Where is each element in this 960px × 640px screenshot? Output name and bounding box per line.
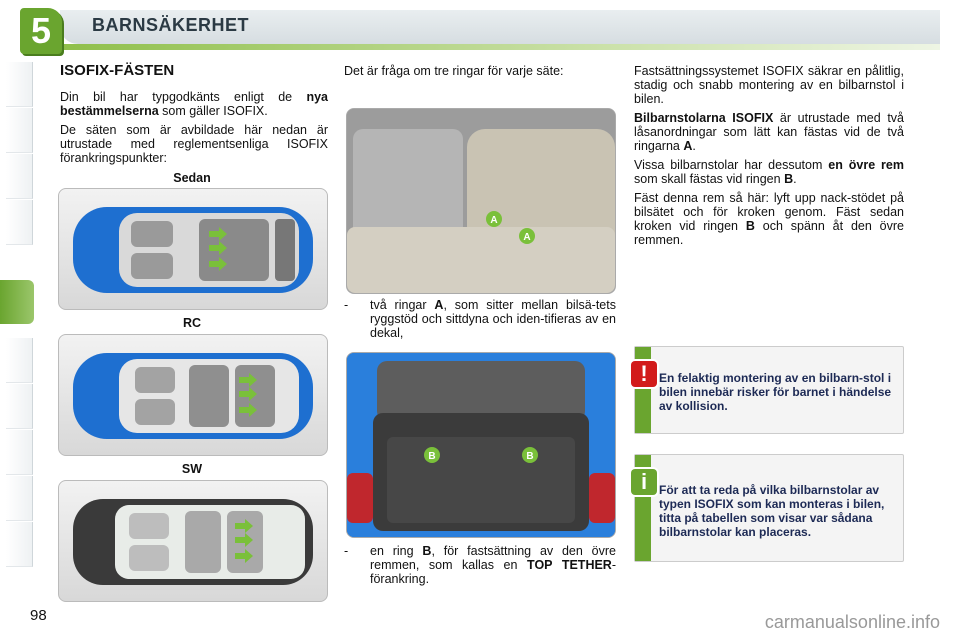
text: . — [793, 172, 797, 186]
bullet-text — [370, 544, 616, 586]
column-right — [634, 64, 904, 252]
text-bold: Bilbarnstolarna ISOFIX — [634, 111, 774, 125]
note-accent-strip — [635, 347, 651, 433]
text: , som sitter mellan bilsä-tets ryggstöd och sittdyna och iden-tifieras av en dekal, — [370, 298, 616, 340]
side-tab[interactable] — [6, 476, 33, 521]
warning-note — [634, 346, 904, 434]
bullet-dash: - — [344, 544, 349, 558]
chapter-side-tabs — [0, 62, 34, 582]
text-bold: TOP TETHER — [527, 558, 612, 572]
rear-seat-illustration — [347, 109, 615, 293]
text-bold: A — [683, 139, 693, 153]
side-tab[interactable] — [6, 200, 33, 245]
trunk-illustration — [347, 353, 615, 537]
text: är utrustade med två låsanordningar som lätt kan fästas vid de två ringarna — [634, 111, 904, 153]
column-middle — [344, 64, 616, 83]
ring-a-label: A — [523, 232, 531, 243]
text: . — [692, 139, 696, 153]
bullet-ring-b — [344, 544, 616, 586]
side-tab[interactable] — [6, 154, 33, 199]
header-accent-line — [60, 44, 940, 50]
text-bold: en övre rem — [828, 158, 904, 172]
paragraph-rings-intro: Det är fråga om tre ringar för varje säte: — [344, 64, 564, 78]
paragraph-intro — [60, 90, 328, 118]
page-header — [0, 0, 960, 58]
text: Vissa bilbarnstolar har dessutom — [634, 158, 829, 172]
text-bold: A — [434, 298, 444, 312]
car-topview-rc-illustration — [59, 335, 327, 455]
paragraph-isofix-seats — [634, 111, 904, 153]
car-topview-sedan-illustration — [59, 189, 327, 309]
car-label-sedan: Sedan — [173, 171, 211, 185]
car-label-sw: SW — [181, 462, 203, 476]
car-diagram-sedan — [58, 188, 328, 310]
text: , för fastsättning av den övre remmen, som kallas en — [370, 544, 616, 572]
car-topview-sw-illustration — [59, 481, 327, 601]
text: som gäller ISOFIX. — [158, 104, 268, 118]
side-tab-active[interactable] — [0, 280, 34, 324]
watermark-text: carmanualsonline.info — [764, 612, 940, 632]
text-bold: B — [784, 172, 794, 186]
paragraph-upper-strap — [634, 158, 904, 186]
bullet-ring-a — [344, 298, 616, 340]
text-bold: B — [745, 219, 755, 233]
bullet-dash: - — [344, 298, 349, 312]
section-title: ISOFIX-FÄSTEN — [60, 62, 175, 79]
info-text: För att ta reda på vilka bilbarnstolar av typen ISOFIX som kan monteras i bilen, titta på tabellen som visar var sådana bilbarnstolar kan placeras. — [659, 483, 885, 539]
side-tab[interactable] — [6, 338, 33, 383]
car-diagram-rc — [58, 334, 328, 456]
page-number: 98 — [30, 607, 47, 624]
chapter-title: BARNSÄKERHET — [92, 15, 250, 35]
side-tab[interactable] — [6, 522, 33, 567]
chapter-number-badge: 5 — [20, 8, 62, 54]
photo-trunk-ring-b — [346, 352, 616, 538]
text: och spänn åt den övre remmen. — [634, 219, 904, 247]
car-diagram-sw — [58, 480, 328, 602]
text: som skall fästas vid ringen — [634, 172, 785, 186]
ring-b-label: B — [428, 451, 436, 462]
text-bold: nya bestämmelserna — [60, 90, 328, 118]
text: Din bil har typgodkänts enligt de — [60, 90, 307, 104]
side-tab[interactable] — [6, 384, 33, 429]
text: två ringar — [370, 298, 435, 312]
ring-b-label: B — [526, 451, 534, 462]
ring-a-label: A — [490, 215, 498, 226]
info-note — [634, 454, 904, 562]
text: en ring — [370, 544, 423, 558]
side-tab[interactable] — [6, 108, 33, 153]
car-label-rc: RC — [182, 316, 202, 330]
paragraph-strap-instructions — [634, 191, 904, 247]
photo-rear-seat-rings-a — [346, 108, 616, 294]
bullet-text — [370, 298, 616, 340]
side-tab[interactable] — [6, 62, 33, 107]
warning-text: En felaktig montering av en bilbarn-stol i bilen innebär risker för barnet i händelse av kollision. — [659, 371, 892, 413]
text: Fäst denna rem så här: lyft upp nack-stödet på bilsätet och för kroken genom. Fäst sedan kroken vid ringen — [634, 191, 904, 233]
text-bold: B — [422, 544, 432, 558]
side-tab[interactable] — [6, 430, 33, 475]
column-left — [60, 64, 328, 170]
paragraph-isofix-system: Fastsättningssystemet ISOFIX säkrar en pålitlig, stadig och snabb montering av en bilbarnstol i bilen. — [634, 64, 904, 106]
text: -förankring. — [370, 558, 617, 586]
paragraph-seats: De säten som är avbildade här nedan är utrustade med reglementsenliga ISOFIX förankringspunkter: — [60, 123, 328, 165]
warning-icon: ! — [631, 361, 657, 387]
info-icon: i — [631, 469, 657, 495]
